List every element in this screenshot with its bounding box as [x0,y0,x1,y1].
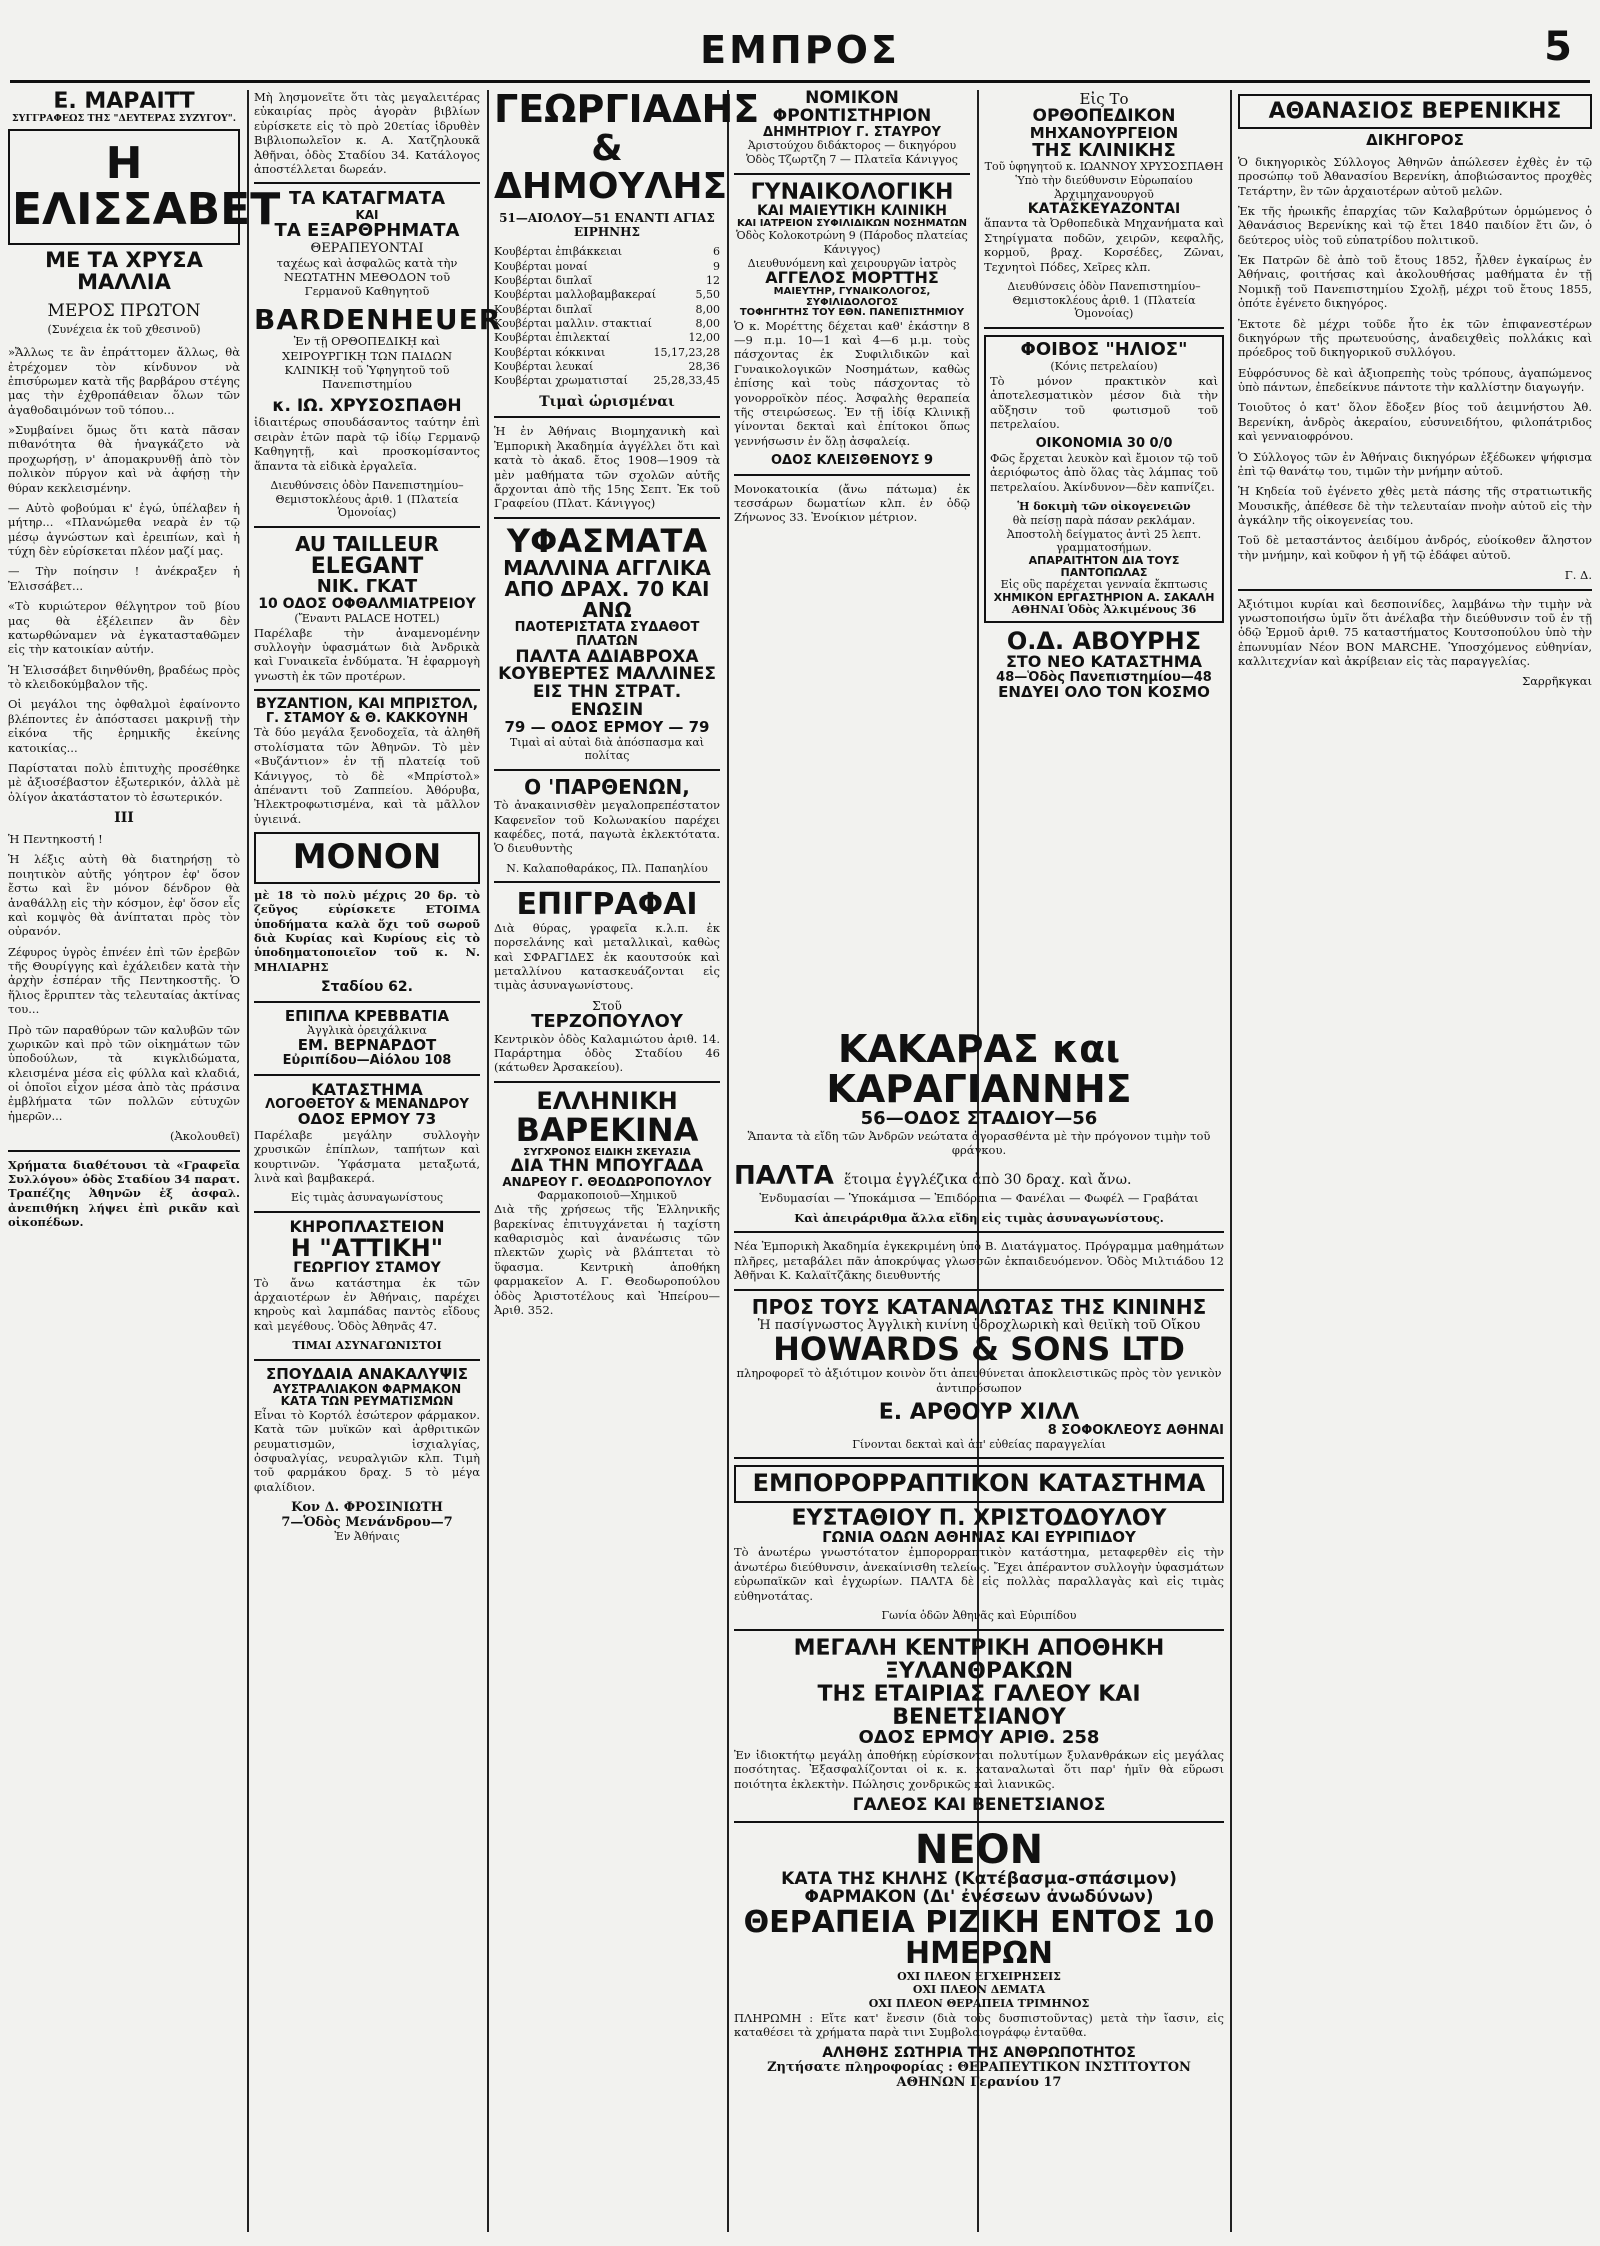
barekina-name: ΒΑΡΕΚΙΝΑ [515,1111,699,1150]
divider [734,1289,1224,1291]
divider [734,1457,1224,1459]
discovery-dealer: Κον Δ. ΦΡΟΣΙΝΙΩΤΗ [291,1500,443,1516]
newspaper-name: ΕΜΠΡΟΣ [700,28,900,72]
price-item: Κουβέρται χρωματισταί [494,374,628,388]
quinine-text: πληροφορεῖ τὸ ἀξιότιμον κοινὸν ὅτι ἀπευθύνεται ἀποκλειστικῶς πρὸς τὸν γενικὸν ἀντιπρόσωπον [736,1366,1222,1395]
price-row [494,317,720,331]
novel-paragraph: Ἡ λέξις αὐτὴ θὰ διατηρήσῃ τὸ ποιητικὸν αὐτῆς γόητρον ἐφ' ὅσον ἔστω καὶ ἓν μόνον δένδρον θὰ ἀναθάλλῃ εἰς τὴν κόσμον, ἐφ' ὅσον εἷς καὶ κομψὸς θὰ ἀνίπταται πρὸς τὸν οὐρανόν. [8,852,240,939]
signs-merchant: ΤΕΡΖΟΠΟΥΛΟΥ [531,1010,683,1032]
hotels-heading: ΒΥΖΑΝΤΙΟΝ, ΚΑΙ ΜΠΡΙΣΤΟΛ, [255,696,479,713]
gyn-clinic-doctor-title: ΜΑΙΕΥΤΗΡ, ΓΥΝΑΙΚΟΛΟΓΟΣ, ΣΥΦΙΛΙΔΟΛΟΓΟΣ [773,286,931,308]
gyn-clinic-street: ΟΔΟΣ ΚΛΕΙΣΘΕΝΟΥΣ 9 [770,453,934,469]
price-value: 8,00 [695,302,720,316]
obituary-paragraph: Ἐκτοτε δὲ μέχρι τοῦδε ἦτο ἐκ τῶν ἐπιφανεστέρων δικηγόρων τῆς πρωτευούσης, ἀναδειχθεὶς πολλάκις καὶ πρόεδρος τοῦ δικηγορικοῦ συλλόγου. [1238,316,1592,360]
phoebus-address: ΑΘΗΝΑΙ Ὁδὸς Ἀλκιμένους 36 [1011,603,1197,617]
gyn-clinic-text: Ὁ κ. Μορέττης δέχεται καθ' ἑκάστην 8—9 π.μ. 10—1 καὶ 4—6 μ.μ. τοὺς πάσχοντας ἐκ Συφιλιδικῶν καὶ Γυναικολογικῶν Νοσημάτων, καθὼς ἐπίσης καὶ τοὺς πάσχοντας τὸ γονορροϊκὸν πέος. Ἀσφαλὴς θεραπεία τῆς στειρώσεως. Ἐν τῇ ἰδίᾳ Κλινικῇ γίνονται δεκταὶ καὶ ἐπίτοκοι ὅπως γεννήσωσιν ἐν ὅλῃ ἀσφαλείᾳ. [734,318,970,448]
doctor-name: κ. ΙΩ. ΧΡΥΣΟΣΠΑΘΗ [272,395,462,416]
candle-factory-prices: ΤΙΜΑΙ ΑΣΥΝΑΓΩΝΙΣΤΟΙ [292,1339,442,1353]
obituary-paragraph: Τοιοῦτος ὁ κατ' ὅλον ἔδοξεν βίος τοῦ ἀειμνήστου Ἀθ. Βερενίκη, ἀνδρὸς ἀκεραίου, εὐσυνειδήτου, φιλοπάτριδος καὶ γενναιοφρόνου. [1238,400,1592,444]
signs-heading: ΕΠΙΓΡΑΦΑΙ [516,887,698,923]
hotels-text: Τὰ δύο μεγάλα ξενοδοχεῖα, τὰ ἀληθῆ στολίσματα τῶν Ἀθηνῶν. Τὸ μὲν «Βυζάντιον» ἐν τῇ πλατείᾳ τοῦ Κάνιγγος, τὸ δὲ «Μπρίστολ» ἀπέναντι τοῦ Ζαππείου. Ἀθόρυβα, Ἠλεκτροφωτισμένα, καὶ τὰ μᾶλλον ὑγιεινά. [254,725,480,826]
neon-salvation: ΑΛΗΘΗΣ ΣΩΤΗΡΙΑ ΤΗΣ ΑΝΘΡΩΠΟΤΗΤΟΣ [822,2044,1136,2061]
obituary-paragraph: Ἡ Κηδεία τοῦ ἐγένετο χθὲς μετὰ πάσης τῆς στρατιωτικῆς Μουσικῆς, ἀπέθεσε δὲ τὴν τελευταίαν πνοὴν αὐτοῦ εἰς τὴν ἀγκάλην τῆς οἰκογενείας του. [1238,484,1592,528]
novel-paragraph: Ἡ Πεντηκοστή ! [8,832,103,847]
loan-advertisement: Χρήματα διαθέτουσι τὰ «Γραφεῖα Συλλόγου» ὁδὸς Σταδίου 34 παρατ. Τραπέζης Ἀθηνῶν ἐξ ἀσφαλ. ἀνεπιθήκη λήψει ἐπὶ ρικᾶν καὶ οἰκοπέδων. [8,1157,240,1230]
barekina-use: ΔΙΑ ΤΗΝ ΜΠΟΥΓΑΔΑ [510,1156,704,1177]
divider [254,526,480,528]
academy-notice: Ἡ ἐν Ἀθήναις Βιομηχανικὴ καὶ Ἐμπορικὴ Ἀκαδημία ἀγγέλλει ὅτι καὶ κατὰ τὸ ἀκαδ. ἔτος 1908—1909 τὰ μὲν μαθήματα τῶν σχολῶν αὐτῆς ἄρχονται ἀπὸ τῆς 15ης Σεπτ. Ἐκ τοῦ Γραφείου (Πλατ. Κάνιγγος) [494,424,720,511]
novel-paragraph: Ἡ Ἐλισσάβετ διηνθύνθη, βραδέως πρὸς τὸ κλειδοκύμβαλον τῆς. [8,662,240,692]
parthenon-signature: Ν. Καλαποθαράκος, Πλ. Παπαηλίου [506,861,708,875]
obituary-paragraph: Ὁ Σύλλογος τῶν ἐν Ἀθήναις δικηγόρων ἐξέδωκεν ψήφισμα ἐπὶ τῷ θανάτῳ του, τιμῶν τὴν μνήμην αὐτοῦ. [1238,449,1592,478]
tailor-heading: AU TAILLEUR [295,532,439,557]
tailor-landmark: (Ἔναντι PALACE HOTEL) [294,611,440,625]
phoebus-discount: Εἰς οὓς παρέχεται γενναία ἔκπτωσις [1000,578,1208,592]
serial-novel-column [8,89,281,2232]
ortho-workshop: ΜΗΧΑΝΟΥΡΓΕΙΟΝ [1029,123,1179,142]
ortho-manufactured: ΚΑΤΑΣΚΕΥΑΖΟΝΤΑΙ [1027,200,1181,217]
tailor-shop-text: Τὸ ἀνωτέρω γνωστότατον ἐμπορορραπτικὸν κατάστημα, μεταφερθὲν εἰς τὴν ἀνωτέρω διεύθυνσιν, ἀνεκαίνισθη τελείως. Ἔχει ἀπέραντον συλλογὴν ὑφασμάτων εὐρωπαϊκῶν καὶ ἐγχωρίων. ΠΑΛΤΑ δὲ εἰς πολλὰς παραλλαγὰς καὶ εἰς τιμὰς εὐθηνοτάτας. [734,1545,1224,1603]
georgiadis-address: 51—ΑΙΟΛΟΥ—51 ΕΝΑΝΤΙ ΑΓΙΑΣ ΕΙΡΗΝΗΣ [499,211,715,240]
barekina-sub: ΣΥΓΧΡΟΝΟΣ ΕΙΔΙΚΗ ΣΚΕΥΑΣΙΑ [523,1146,691,1158]
price-value: 15,17,23,28 [653,345,720,359]
law-school-owner: ΔΗΜΗΤΡΙΟΥ Γ. ΣΤΑΥΡΟΥ [763,124,941,140]
obituary-subheading: ΔΙΚΗΓΟΡΟΣ [1366,131,1464,150]
kakaras-footer: Καὶ ἀπειράριθμα ἄλλα εἴδη εἰς τιμὰς ἀσυναγωνίστους. [794,1211,1164,1226]
signs-from: Στοῦ [592,998,622,1013]
divider [8,1150,240,1152]
fabrics-heading: ΥΦΑΣΜΑΤΑ [506,521,708,560]
divider [254,1001,480,1003]
divider [1238,589,1592,591]
price-value: 6 [713,245,720,259]
price-item: Κουβέρται διπλαῖ [494,274,593,288]
charcoal-heading: ΜΕΓΑΛΗ ΚΕΝΤΡΙΚΗ ΑΠΟΘΗΚΗ ΞΥΛΑΝΘΡΑΚΩΝ [793,1635,1165,1684]
price-item: Κουβέρται διπλαῖ [494,302,593,316]
gyn-clinic-sub: ΚΑΙ ΜΑΙΕΥΤΙΚΗ ΚΛΙΝΙΚΗ [756,202,948,219]
phoebus-sample: Ἀποστολὴ δείγματος ἀντὶ 25 λεπτ. γραμματοσήμων. [1006,527,1202,555]
quinine-agent: Ε. ΑΡΘΟΥΡ ΧΙΛΛ [878,1399,1080,1425]
obituary-paragraph: Ὁ δικηγορικὸς Σύλλογος Ἀθηνῶν ἀπώλεσεν ἐχθὲς ἐν τῷ προσώπῳ τοῦ Ἀθανασίου Βερενίκη, ἀποβιώσαντος προχθὲς Τετάρτην, ἓν τῶν ἀρχαιοτέρων αὐτοῦ μελῶν. [1238,154,1592,198]
tailor-shop-location: Γωνία ὁδῶν Ἀθηνᾶς καὶ Εὐριπίδου [881,1608,1077,1622]
candle-factory-name: Η "ΑΤΤΙΚΗ" [290,1233,444,1262]
quinine-address: 8 ΣΟΦΟΚΛΕΟΥΣ ΑΘΗΝΑΙ [1047,1423,1224,1439]
phoebus-heading: ΦΟΙΒΟΣ "ΗΛΙΟΣ" [1020,339,1188,361]
neon-no-long-treatment: ΟΧΙ ΠΛΕΟΝ ΘΕΡΑΠΕΙΑ ΤΡΙΜΗΝΟΣ [868,1997,1090,2011]
phoebus-economy: ΟΙΚΟΝΟΜΙΑ 30 0/0 [1035,436,1173,452]
price-value: 8,00 [695,316,720,330]
store-notice-signature: Σαρρῆκγκαι [1522,674,1592,689]
charcoal-text: Ἐν ἰδιοκτήτῳ μεγάλῃ ἀποθήκῃ εὑρίσκονται πολυτίμων ξυλανθράκων εἰς μεγάλας ποσότητας. Ἐξασφαλίζονται οἱ κ. κ. καταναλωταὶ ὅτι παρ' ἡμῖν θὰ εὕρωσι ποιότητα ἐκλεκτὴν. Πώλησις χονδρικῶς καὶ λιανικῶς. [734,1747,1224,1791]
obituary-heading: ΑΘΑΝΑΣΙΟΣ ΒΕΡΕΝΙΚΗΣ [1238,94,1592,129]
kakaras-coats-price: ἕτοιμα ἐγγλέζικα ἀπὸ 30 δραχ. καὶ ἄνω. [843,1172,1132,1189]
neon-cure: ΘΕΡΑΠΕΙΑ ΡΙΖΙΚΗ ΕΝΤΟΣ 10 ΗΜΕΡΩΝ [743,1904,1215,1972]
novel-paragraph: »Ἄλλως τε ἂν ἐπράττομεν ἄλλως, θὰ ἐτρέχομεν τὸν κίνδυνον νὰ ἐπισύρωμεν κατὰ τῆς βαρβάρου στέγης μας τὴν ἐχθροπάθειαν ὅλων τῶν ἀγαθοδαιμόνων τοῦ τόπου... [8,345,240,417]
store-notice: Ἀξιότιμοι κυρίαι καὶ δεσποινίδες, λαμβάνω τὴν τιμὴν νὰ γνωστοποιήσω ὑμῖν ὅτι ἀνέλαβα τὴν διεύθυνσιν τοῦ ἐν τῇ ὁδῷ Ἑρμοῦ ἀριθ. 75 καταστήματος Κουτσοπούλου ὑπὸ τὴν ἐπωνυμίαν Νέον BON MARCHE. Ὑποσχόμενος εὐθηνίαν, καλλιτεχνίαν καὶ ἀκρίβειαν εἰς τὰς παραγγελίας. [1238,596,1592,669]
price-value: 5,50 [695,288,720,302]
shoes-address: Σταδίου 62. [321,979,413,996]
price-item: Κουβέρται μαλλοβαμβακεραί [494,288,657,302]
price-value: 25,28,33,45 [653,374,720,388]
charcoal-signature: ΓΑΛΕΟΣ ΚΑΙ ΒΕΝΕΤΣΙΑΝΟΣ [852,1795,1106,1816]
divider [734,173,970,175]
barekina-title: Φαρμακοποιοῦ—Χημικοῦ [537,1188,677,1202]
column-rule [1230,90,1232,2232]
barekina-text: Διὰ τῆς χρήσεως τῆς Ἑλληνικῆς βαρεκίνας ἐπιτυγχάνεται ἡ ταχίστη καθαρισμὸς καὶ ἀνανέωσις τῶν πλεκτῶν χωρὶς νὰ βλάπτεται τὸ ὕφασμα. Κεντρικὴ ἀποθήκη φαρμακεῖον Α. Γ. Θεοδωροπούλου ὁδὸς Ἀριστοτέλους καὶ Ἠπείρου—Ἀριθ. 352. [494,1202,720,1317]
charcoal-address: ΟΔΟΣ ΕΡΜΟΥ ΑΡΙΘ. 258 [858,1727,1100,1749]
obituary-column [1238,90,1592,2232]
divider [494,1081,720,1083]
obituary-paragraph: Εὐφρόσυνος δὲ καὶ ἀξιοπρεπὴς τοὺς τρόπους, ἀγαπώμενος ὑπὸ πάντων, ἐπεδείκνυε πάντοτε τὴν καλλίστην διαγωγήν. [1238,365,1592,395]
phoebus-convince: θὰ πείσῃ παρὰ πάσαν ρεκλάμαν. [1012,513,1196,527]
price-value: 9 [713,259,720,273]
georgiadis-name: ΓΕΩΡΓΙΑΔΗΣ [494,87,760,131]
obituary-signature: Γ. Δ. [1564,568,1592,583]
kakaras-items: Ἐνδυμασίαι — Ὑποκάμισα — Ἐπιδόρπια — Φανέλαι — Φωφέλ — Γραβάται [759,1190,1199,1205]
beds-sub: Ἀγγλικὰ ὀρειχάλκινα [307,1024,427,1038]
barekina-maker: ΑΝΔΡΕΟΥ Γ. ΘΕΟΔΩΡΟΠΟΥΛΟΥ [502,1174,712,1189]
fixed-prices: Τιμαὶ ὡρισμέναι [539,394,675,411]
store-address: ΟΔΟΣ ΕΡΜΟΥ 73 [297,1110,437,1129]
neon-no-bandages: ΟΧΙ ΠΛΕΟΝ ΔΕΜΑΤΑ [912,1983,1046,1997]
monon-heading: ΜΟΝΟΝ [254,832,480,884]
masthead-rule [10,80,1590,83]
price-value: 12 [706,274,720,288]
divider [254,182,480,184]
fabrics-line: ΠΑΟΤΕΡΙΣΤΑΤΑ ΣΥΔΑΘΟΤ ΠΛΑΤΩΝ [514,620,700,649]
divider [734,474,970,476]
obituary-paragraph: Ἐκ Πατρῶν δὲ ἀπὸ τοῦ ἔτους 1852, ἦλθεν ἐγκαίρως ἐν Ἀθήναις, φοιτήσας καὶ ἀκολουθήσας μαθήματα ἐν τῇ Νομικῇ τοῦ Πανεπιστημίου Σχολῇ, μέχρι τοῦ ἔτους 1855, ὁπότε ἐγένετο δικηγόρος. [1238,253,1592,311]
novel-part: ΜΕΡΟΣ ΠΡΩΤΟΝ [47,301,201,322]
fabrics-wool: ΜΑΛΛΙΝΑ ΑΓΓΛΙΚΑ [503,556,711,581]
divider [734,1231,1224,1233]
phoebus-sub: (Κόνις πετρελαίου) [1050,360,1158,374]
neon-sub2: ΦΑΡΜΑΚΟΝ (Δι' ἐνέσεων ἀνωδύνων) [804,1886,1154,1907]
ortho-direction: Ὑπὸ τὴν διεύθυνσιν Εὐρωπαίου Ἀρχιμηχανουργοῦ [1015,174,1193,201]
novel-author: Ε. ΜΑΡΑΙΤΤ [53,89,195,114]
ortho-text: ἅπαντα τὰ Ὀρθοπεδικὰ Μηχανήματα καὶ Στηρίγματα ποδῶν, χειρῶν, κεφαλῆς, κορμοῦ, βραχ. Κορσέδες, Ζῶναι, Τεχνητοὶ Πόδες, Χεῖρες κλπ. [984,216,1224,274]
tailor-elegant: ELEGANT [310,554,424,580]
divider [494,769,720,771]
masthead [0,0,1600,80]
store-owners: ΛΟΓΟΘΕΤΟΥ & ΜΕΝΑΝΔΡΟΥ [265,1097,469,1113]
ortho-heading: ΟΡΘΟΠΕΔΙΚΟΝ [1032,106,1176,126]
ads-column-4 [734,90,970,1022]
parthenon-heading: Ο 'ΠΑΡΘΕΝΩΝ, [524,775,690,800]
phoebus-lab: ΧΗΜΙΚΟΝ ΕΡΓΑΣΤΗΡΙΟΝ Α. ΣΑΚΑΛΗ [993,590,1215,604]
price-row [494,360,720,374]
ads-column-3 [494,87,760,2232]
novel-paragraph: «Τὸ κυριώτερον θέλγητρον τοῦ βίου μας θὰ ἐξέλειπεν ἂν δὲν κατωρθώναμεν νὰ ἐγκατασταθῶμεν εἰς τὴν κατοικίαν αὐτήν. [8,599,240,657]
beds-merchant: ΕΜ. ΒΕΡΝΑΡΔΟΤ [297,1036,437,1055]
phoebus-trial: Ἡ δοκιμὴ τῶν οἰκογενειῶν [1017,500,1191,514]
beds-heading: ΕΠΙΠΛΑ ΚΡΕΒΒΑΤΙΑ [284,1006,450,1025]
price-value: 28,36 [688,359,720,373]
barekina-heading: ΕΛΛΗΝΙΚΗ [536,1086,678,1115]
gyn-clinic-address: Ὁδὸς Κολοκοτρώνη 9 (Πάροδος πλατείας Κάνιγγος) [736,229,968,256]
gyn-clinic-heading: ΓΥΝΑΙΚΟΛΟΓΙΚΗ [750,179,954,205]
shoes-text: μὲ 18 τὸ πολὺ μέχρις 20 δρ. τὸ ζεῦγος εὑρίσκετε ΕΤΟΙΜΑ ὑποδήματα καλὰ ὅχι τοῦ σωροῦ διὰ Κυρίας καὶ Κυρίους εἰς τὸ ὑποδηματοποιεῖον τοῦ κ. Ν. ΜΗΛΙΑΡΗΣ [254,887,480,974]
howards-name: HOWARDS & SONS LTD [773,1329,1185,1368]
price-row [494,274,720,288]
phoebus-text2: Φῶς ἔρχεται λευκὸν καὶ ἔμοιον τῷ τοῦ ἀεριόφωτος ἀπὸ ὅλας τὰς λάμπας τοῦ πετρελαίου. Ἀκίνδυνον—δὲν καπνίζει. [990,450,1218,494]
price-value: 12,00 [688,331,720,345]
tailor-shop-owner: ΕΥΣΤΑΘΙΟΥ Π. ΧΡΙΣΤΟΔΟΥΛΟΥ [791,1505,1167,1531]
fractures-heading-and: ΚΑΙ [355,208,379,223]
tailor-shop-heading: ΕΜΠΟΡΟΡΡΑΠΤΙΚΟΝ ΚΑΤΑΣΤΗΜΑ [734,1465,1224,1502]
ads-column-5 [984,90,1224,1022]
law-school-address: Ὁδὸς Τζωρτζη 7 — Πλατεῖα Κάνιγγος [746,153,958,167]
bardenheuer-name: BARDENHEUER [254,302,502,336]
novel-continued: (Συνέχεια ἐκ τοῦ χθεσινοῦ) [47,323,201,337]
wide-ads-section [734,1027,1224,2232]
hotels-owners: Γ. ΣΤΑΜΟΥ & Θ. ΚΑΚΚΟΥΝΗ [265,710,469,726]
rental-notice: Μονοκατοικία (ἄνω πάτωμα) ἐκ τεσσάρων δωματίων κλπ. ἐν ὁδῷ Ζήνωνος 33. Ἐνοίκιον μέτριον. [734,481,970,525]
phoebus-text: Τὸ μόνον πρακτικὸν καὶ ἀποτελεσματικὸν μέσον διὰ τὴν αὔξησιν τοῦ φωτισμοῦ τοῦ πετρελαίου. [990,373,1218,431]
dimoulis-name: & ΔΗΜΟΥΛΗΣ [494,127,728,207]
neon-payment: ΠΛΗΡΩΜΗ : Εἴτε κατ' ἔνεσιν (διὰ τοὺς δυσπιστοῦντας) μετὰ τὴν ἴασιν, εἰς καταθέσει τὰ χρήματα παρὰ τινι Συμβολαιογράφῳ ἐνταῦθα. [734,2010,1224,2040]
novel-author-subtitle: ΣΥΓΓΡΑΦΕΩΣ ΤΗΣ "ΔΕΥΤΕΡΑΣ ΣΥΖΥΓΟΥ". [11,113,237,125]
divider [254,1359,480,1361]
ortho-clinic: ΤΗΣ ΚΛΙΝΙΚΗΣ [1032,139,1176,161]
beds-address: Εὐριπίδου—Αἰόλου 108 [282,1052,452,1068]
store-prices: Εἰς τιμὰς ἀσυναγωνίστους [291,1191,443,1205]
fabrics-blankets: ΚΟΥΒΕΡΤΕΣ ΜΑΛΛΙΝΕΣ [498,664,716,685]
abouris-address: 48—Ὁδὸς Πανεπιστημίου—48 [996,670,1212,686]
gyn-clinic-sub2: ΚΑΙ ΙΑΤΡΕΙΟΝ ΣΥΦΙΛΙΔΙΚΩΝ ΝΟΣΗΜΑΤΩΝ [737,217,967,229]
divider [494,881,720,883]
price-item: Κουβέρται ἐπιβάκκειαι [494,245,623,259]
price-row [494,245,720,259]
novel-paragraph: Οἱ μεγάλοι της ὀφθαλμοὶ ἐφαίνοντο βλέποντες ἐν ἀπόστασει μακρινῇ τὴν εἰκόνα τῆς ἐρημικῆς ἐκείνης κατοικίας... [8,697,240,755]
method-text: ταχέως καὶ ἀσφαλῶς κατὰ τὴν ΝΕΩΤΑΤΗΝ ΜΕΘΟΔΟΝ τοῦ Γερμανοῦ Καθηγητοῦ [276,255,458,299]
discovery-text: Εἶναι τὸ Κορτόλ ἐσώτερον φάρμακον. Κατὰ τῶν μυϊκῶν καὶ ἀρθριτικῶν ρευματισμῶν, ἰσχιαλγίας, ὀσφυαλγίας, νευραλγιῶν κλπ. Τιμὴ τοῦ φαρμάκου δραχ. 5 τὸ μέγα φιαλίδιον. [254,1407,480,1494]
price-row [494,346,720,360]
neon-info: Ζητήσατε πληροφορίας : ΘΕΡΑΠΕΥΤΙΚΟΝ ΙΝΣΤΙΤΟΥΤΟΝ ΑΘΗΝΩΝ Γερανίου 17 [767,2060,1191,2091]
store-heading: ΚΑΤΑΣΤΗΜΑ [311,1079,423,1099]
kakaras-text: Ἅπαντα τὰ εἴδη τῶν Ἀνδρῶν νεώτατα ἀγορασθέντα μὲ τὴν πρόγονον τιμὴν τοῦ φράγκου. [747,1128,1211,1158]
fabrics-store: ΕΙΣ ΤΗΝ ΣΤΡΑΤ. ΕΝΩΣΙΝ [532,682,682,721]
divider [494,416,720,418]
bookshop-ad: Μὴ λησμονεῖτε ὅτι τὰς μεγαλειτέρας εὐκαιρίας πρὸς ἀγορὰν βιβλίων εὑρίσκετε εἰς τὸ πρὸ 20ετίας ἱδρυθὲν Βιβλιοπωλεῖον κ. Α. Χατζηλουκᾶ Ἀθῆναι, ὁδὸς Σταδίου 34. Κατάλογος ἀποστέλλεται δωρεάν. [254,90,480,176]
divider [984,327,1224,329]
price-row [494,374,720,388]
commercial-academy-notice: Νέα Ἐμπορικὴ Ἀκαδημία ἐγκεκριμένη ὑπὸ Β. Διατάγματος. Πρόγραμμα μαθημάτων πλῆρες, μεταβάλει πᾶν ἀποκρύψας γλωσσῶν ἐκπαιδευόμενον. Ὁδὸς Μιλτιάδου 12 Ἀθῆναι Κ. Καλαϊτζᾶκης διευθυντής [734,1239,1224,1283]
gyn-clinic-director-label: Διευθυνόμενη καὶ χειρουργῶν ἰατρὸς [747,256,957,270]
signs-text: Διὰ θύρας, γραφεῖα κ.λ.π. ἐκ πορσελάνης καὶ μεταλλικαὶ, καθὼς καὶ ΣΦΡΑΓΙΔΕΣ ἐκ καουτσούκ καὶ μεταλλίνου κατασκευάζονται εἰς τιμὰς ἀσυναγωνίστους. [494,920,720,993]
candle-factory-text: Τὸ ἄνω κατάστημα ἐκ τῶν ἀρχαιοτέρων ἐν Ἀθήναις, παρέχει κηροὺς καὶ λαμπάδας παντὸς εἴδους καὶ μεγέθους. Ὁδὸς Ἀθηνᾶς 47. [254,1275,480,1333]
clinic-text: Ἐν τῇ ΟΡΘΟΠΕΔΙΚῌ καὶ ΧΕΙΡΟΥΡΓΙΚῌ ΤΩΝ ΠΑΙΔΩΝ ΚΛΙΝΙΚῌ τοῦ Ὑφηγητοῦ τοῦ Πανεπιστημίου [281,334,453,392]
law-school-heading: ΝΟΜΙΚΟΝ ΦΡΟΝΤΙΣΤΗΡΙΟΝ [772,88,932,126]
gyn-clinic-doctor: ΑΓΓΕΛΟΣ ΜΟΡΤΤΗΣ [765,268,939,288]
divider [494,517,720,519]
ortho-into: Εἰς Το [1079,90,1129,108]
abouris-slogan: ΕΝΔΥΕΙ ΟΛΟ ΤΟΝ ΚΟΣΜΟ [998,682,1210,701]
column-rule [487,90,489,2232]
price-item: Κουβέρται λευκαί [494,359,594,373]
fabrics-address: 79 — ΟΔΟΣ ΕΡΜΟΥ — 79 [504,717,710,736]
divider [254,1211,480,1213]
law-school-title: Ἀριστούχου διδάκτορος — δικηγόρου [747,139,957,153]
novel-to-be-continued: (Ἀκολουθεῖ) [170,1129,240,1144]
dislocations-heading: ΤΑ ΕΞΑΡΘΡΗΜΑΤΑ [274,219,460,241]
divider [254,689,480,691]
fabrics-coats: ΠΑΛΤΑ ΑΔΙΑΒΡΟΧΑ [515,646,699,667]
abouris-store: ΣΤΟ ΝΕΟ ΚΑΤΑΣΤΗΜΑ [1005,652,1203,672]
neon-heading: ΝΕΟΝ [914,1826,1044,1873]
novel-paragraph: Ζέφυρος ὑγρὸς ἐπνέεν ἐπὶ τῶν ἐρεβῶν τῆς Θουρίγγης καὶ ἐχάλειδεν κατὰ τὴν ἀρχὴν ἑσπέραν τῆς Πεντηκοστῆς. Ὁ ἥλιος ἔρριπτεν τὰς τελευταίας ἀκτίνας του... [8,944,240,1017]
clinic-address: Διευθύνσεις ὁδὸν Πανεπιστημίου–Θεμιστοκλέους ἀριθ. 1 (Πλατεία Ὁμονοίας) [270,478,464,520]
novel-paragraph: »Συμβαίνει ὅμως ὅτι κατὰ πᾶσαν πιθανότητα θὰ ἠναγκάζετο νὰ προχωρήσῃ, ν' ἀπομακρυνθῇ ἀπὸ τὸν πολικὸν πύργον καὶ νὰ ἀφήσῃ τὴν θύραν κεκλεισμένην. [8,423,240,495]
price-item: Κουβέρται ἐπιλεκταί [494,331,611,345]
novel-paragraph: Πρὸ τῶν παραθύρων τῶν καλυβῶν τῶν χωρικῶν καὶ πρὸ τῶν οἰκημάτων τῶν ὑποδούλων, τὰ κιγκλιδώματα, κλεισμένα μέσα εἰς φύλλα καὶ κλαδιά, οἱ ὁποῖοι εἶχον μέσα ἀπὸ τὰς πράσινα ἐμβλήματα τῶν πολλῶν εὐτυχῶν ἡμερῶν... [8,1022,240,1123]
ortho-doctor: Τοῦ ὑφηγητοῦ κ. ΙΩΑΝΝΟΥ ΧΡΥΣΟΣΠΑΘΗ [984,160,1224,174]
clinic-description: ἰδιαιτέρως σπουδάσαντος ταύτην ἐπὶ σειρὰν ἐτῶν παρὰ τῷ ἰδίῳ Γερμανῷ Καθηγητῇ, καὶ προσκομίσαντος ἅπαντα τὰ εἰδικὰ ἐργαλεῖα. [254,415,480,473]
column-rule [727,90,729,2232]
fabrics-price: ΑΠΟ ΔΡΑΧ. 70 ΚΑΙ ΑΝΩ [504,577,710,623]
price-item: Κουβέρται κόκκιναι [494,345,606,359]
obituary-paragraph: Τοῦ δὲ μεταστάντος ἀειδίμου ἀνδρός, εὐοίκοθεν ἄληστον τὴν μνήμην, καὶ κοῦφον ἡ γῆ τῷ ἐδάφει αὐτοῦ. [1238,533,1592,562]
discovery-heading: ΣΠΟΥΔΑΙΑ ΑΝΑΚΑΛΥΨΙΣ [265,1364,469,1383]
column-rule [247,90,249,2232]
fractures-heading: ΤΑ ΚΑΤΑΓΜΑΤΑ [288,188,446,210]
tailor-shop-corner: ΓΩΝΙΑ ΟΔΩΝ ΑΘΗΝΑΣ ΚΑΙ ΕΥΡΙΠΙΔΟΥ [822,1527,1136,1546]
discovery-sub2: ΚΑΤΑ ΤΩΝ ΡΕΥΜΑΤΙΣΜΩΝ [280,1394,454,1409]
divider [254,1074,480,1076]
candle-factory-owner: ΓΕΩΡΓΙΟΥ ΣΤΑΜΟΥ [293,1260,441,1277]
kakaras-coats: ΠΑΛΤΑ [734,1161,834,1192]
obituary-paragraph: Ἐκ τῆς ἡρωικῆς ἐπαρχίας τῶν Καλαβρύτων ὁρμώμενος ὁ Ἀθανάσιος Βερενίκης καὶ τῷ ἔτει 1840 παιδίον ἔτι ὤν, ὁ δεύτερος υἱὸς τοῦ εὐπατρίδου πολιτικοῦ. [1238,203,1592,247]
blanket-price-list [494,245,720,388]
fabrics-note: Τιμαὶ αἱ αὐταὶ διὰ ἀπόσπασμα καὶ πολίτας [509,735,705,763]
store-text: Παρέλαβε μεγάλην συλλογὴν χρυσικῶν ἐπίπλων, ταπήτων καὶ κουρτινῶν. Ὑφάσματα μεταξωτά, λινὰ καὶ βαμβακερά. [254,1127,480,1185]
page-number: 5 [1544,24,1572,70]
gyn-clinic-doctor-title2: ΤΟΦΗΓΗΤΗΣ ΤΟΥ ΕΘΝ. ΠΑΝΕΠΙΣΤΗΜΙΟΥ [739,307,965,319]
discovery-address: 7—Ὁδὸς Μενάνδρου—7 [281,1515,453,1531]
kakaras-heading: ΚΑΚΑΡΑΣ και ΚΑΡΑΓΙΑΝΝΗΣ [826,1027,1132,1111]
price-row [494,331,720,345]
novel-paragraph: — Τὴν ποίησιν ! ἀνέκραξεν ἡ Ἐλισσάβετ... [8,564,240,593]
parthenon-text: Τὸ ἀνακαινισθὲν μεγαλοπρεπέστατον Καφενεῖον τοῦ Κολωνακίου παρέχει καφέδες, ποτά, παγωτὰ ἐκλεκτότατα. Ὁ διευθυντὴς [494,798,720,856]
novel-paragraph: Παρίσταται πολὺ ἐπιτυχὴς προσέθηκε μὲ ἀξιοσέβαστον ἐξωτερικόν, ἀλλὰ μὲ ὀλίγον ἀκατάστατον τὸ ἐσωτερικόν. [8,760,240,804]
phoebus-grocers: ΑΠΑΡΑΙΤΗΤΟΝ ΔΙΑ ΤΟΥΣ ΠΑΝΤΟΠΩΛΑΣ [1028,554,1180,579]
tailor-text: Παρέλαβε τὴν ἀναμενομένην συλλογὴν ὑφασμάτων διὰ Ἀνδρικὰ καὶ Γυναικεῖα ἐνδύματα. Ἡ ἐφαρμογὴ γνωστὴ ἐκ τῶν προτέρων. [254,625,480,683]
kakaras-address: 56—ΟΔΟΣ ΣΤΑΔΙΟΥ—56 [860,1107,1098,1129]
divider [734,1629,1224,1631]
price-item: Κουβέρται μοναί [494,259,588,273]
quinine-orders: Γίνονται δεκταὶ καὶ ἀπ' εὐθείας παραγγελίαι [852,1437,1106,1451]
novel-subtitle: ΜΕ ΤΑ ΧΡΥΣΑ ΜΑΛΛΙΑ [45,248,203,295]
discovery-city: Ἐν Ἀθήναις [334,1530,400,1544]
ads-column-2 [254,90,502,2232]
quinine-heading: ΠΡΟΣ ΤΟΥΣ ΚΑΤΑΝΑΛΩΤΑΣ ΤΗΣ ΚΙΝΙΝΗΣ [751,1294,1207,1319]
candle-factory-heading: ΚΗΡΟΠΛΑΣΤΕΙΟΝ [289,1217,445,1237]
charcoal-company: ΤΗΣ ΕΤΑΙΡΙΑΣ ΓΑΛΕΟΥ ΚΑΙ ΒΕΝΕΤΣΙΑΝΟΥ [817,1681,1141,1730]
quinine-sub: Ἡ πασίγνωστος Ἀγγλικὴ κινίνη ὑδροχλωρικὴ καὶ θειϊκὴ τοῦ Οἴκου [757,1317,1201,1333]
treated-heading: ΘΕΡΑΠΕΥΟΝΤΑΙ [310,240,424,256]
ortho-address: Διευθύνσεις ὁδὸν Πανεπιστημίου–Θεμιστοκλέους ἀριθ. 1 (Πλατεία Ὁμονοίας) [1007,279,1201,321]
neon-no-surgery: ΟΧΙ ΠΛΕΟΝ ΕΓΧΕΙΡΗΣΕΙΣ [897,1969,1061,1983]
novel-title: Η ΕΛΙΣΣΑΒΕΤ [8,129,240,245]
tailor-street: 10 ΟΔΟΣ ΟΦΘΑΛΜΙΑΤΡΕΙΟΥ [258,596,476,613]
tailor-name: ΝΙΚ. ΓΚΑΤ [316,576,418,598]
novel-section-number: III [114,810,134,827]
novel-paragraph: — Αὐτὸ φοβούμαι κ' ἐγώ, ὑπέλαβεν ἡ μήτηρ... «Πλανώμεθα νεαρὰ ἐν τῷ μέσῳ ἀγνώστων καὶ ἐρειπίων, καὶ ἡ τύχη δὲν εὑρίσκεται πλέον μαζί μας. [8,500,240,559]
divider [734,1821,1224,1823]
price-row [494,303,720,317]
price-item: Κουβέρται μαλλιν. στακτιαί [494,316,652,330]
discovery-sub: ΑΥΣΤΡΑΛΙΑΚΟΝ ΦΑΡΜΑΚΟΝ [272,1381,462,1396]
price-row [494,288,720,302]
price-row [494,260,720,274]
signs-address: Κεντρικὸν ὁδὸς Καλαμιώτου ἀριθ. 14. Παράρτημα ὁδὸς Σταδίου 46 (κάτωθεν Ἀρσακείου). [494,1031,720,1075]
abouris-name: Ο.Δ. ΑΒΟΥΡΗΣ [1006,627,1202,656]
neon-sub: ΚΑΤΑ ΤΗΣ ΚΗΛΗΣ (Κατέβασμα-σπάσιμον) [781,1868,1177,1889]
